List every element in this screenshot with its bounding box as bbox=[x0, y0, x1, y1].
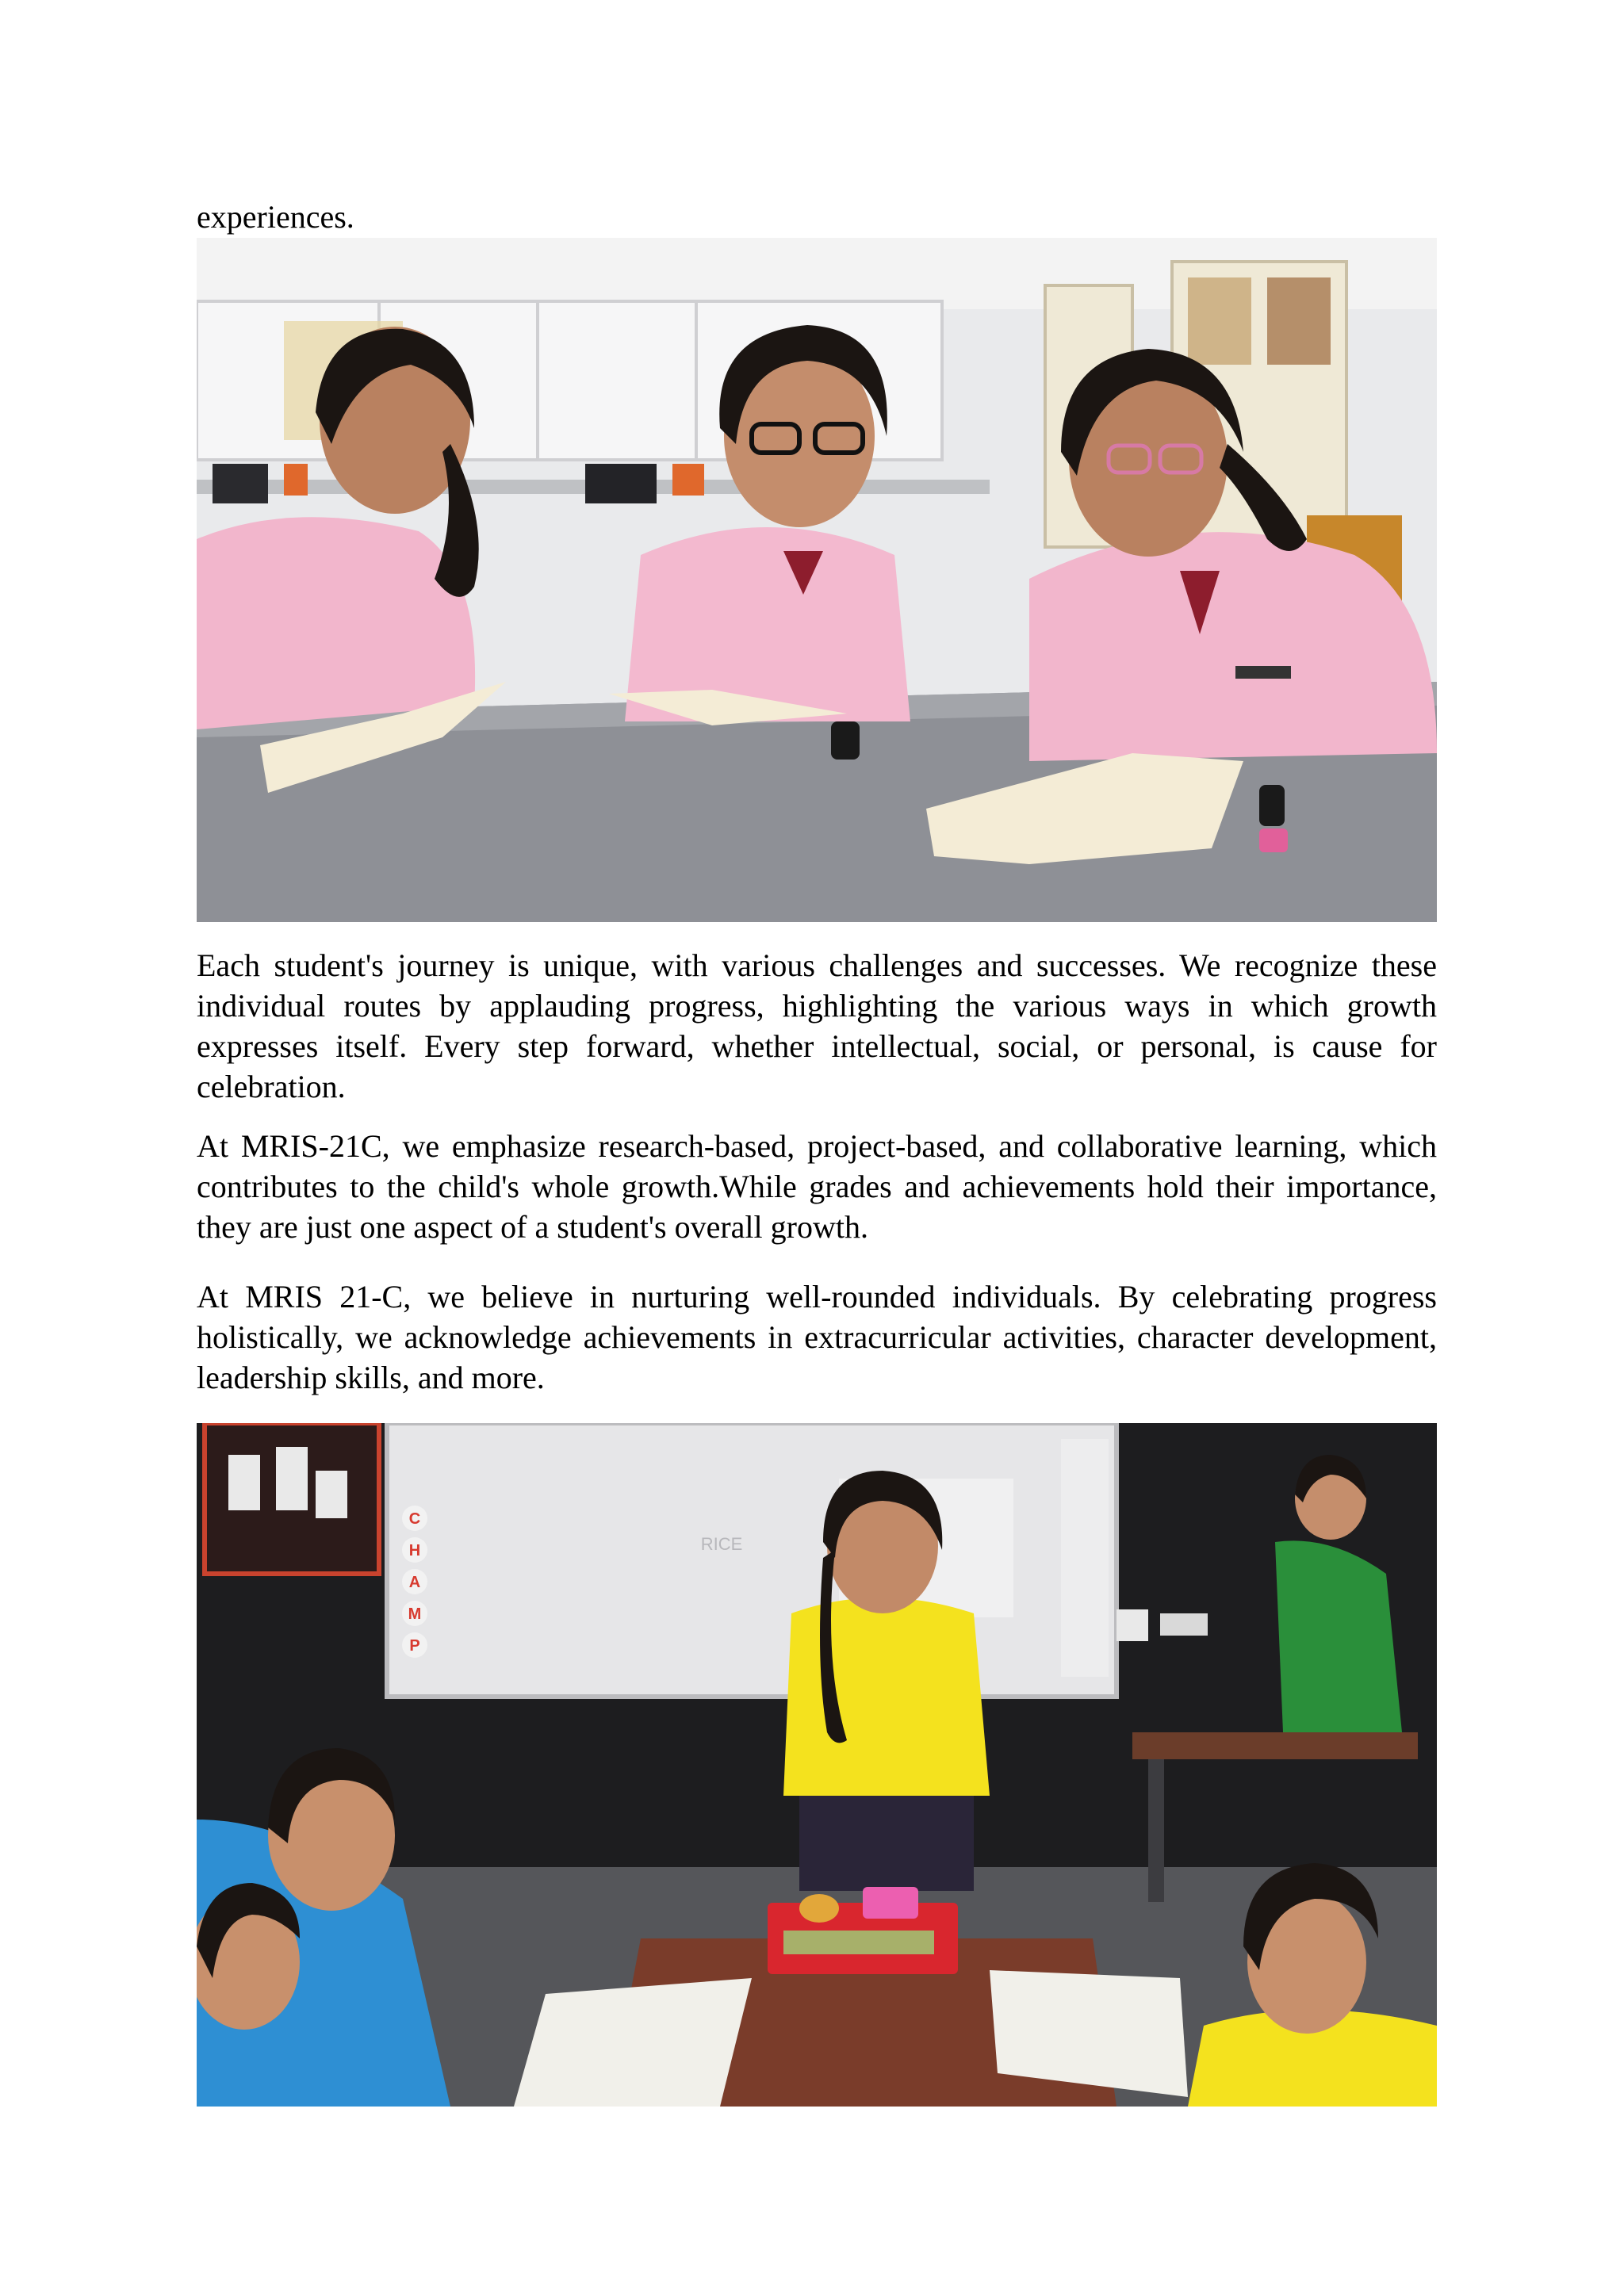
board-letter: C bbox=[408, 1510, 421, 1528]
rice-presentation-photo bbox=[197, 1423, 1437, 2107]
paragraph-research-learning: At MRIS-21C, we emphasize research-based, project-based, and collaborative learning, which contributes to the child's whole growth.While grades and achievements hold their importance, they are just one aspect of a student's overall growth. bbox=[197, 1128, 1437, 1245]
slide-title: RICE bbox=[700, 1534, 743, 1554]
board-letter: M bbox=[408, 1605, 422, 1623]
paragraph-holistic-progress: At MRIS 21-C, we believe in nurturing well-rounded individuals. By celebrating progress holistically, we acknowledge achievements in extracurricular activities, character development, leadership skills, and more. bbox=[197, 1279, 1437, 1395]
students-reading-photo bbox=[197, 238, 1437, 922]
board-letter: A bbox=[408, 1574, 421, 1591]
paragraph-student-journey: Each student's journey is unique, with various challenges and successes. We recognize these individual routes by applauding progress, highlighting the various ways in which growth expresses itself. Every step forward, whether intellectual, social, or personal, is cause for celebration. bbox=[197, 947, 1437, 1104]
lead-text-fragment: experiences. bbox=[197, 199, 354, 235]
board-letter: P bbox=[409, 1637, 420, 1655]
board-letter: H bbox=[408, 1542, 421, 1559]
